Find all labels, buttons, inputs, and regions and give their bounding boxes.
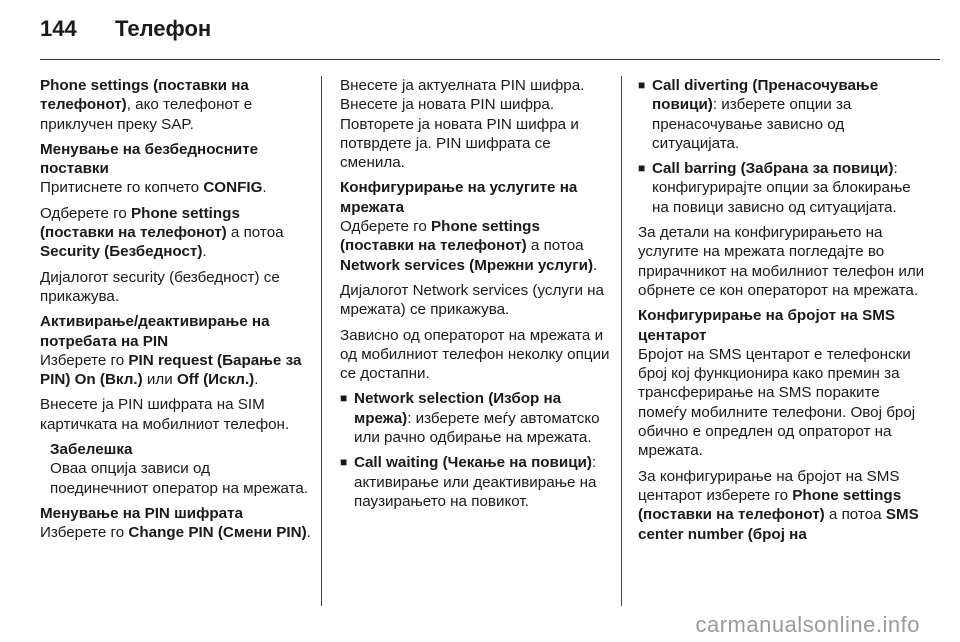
- details-para: За детали на конфигурирањето на услугите на мрежата погледајте во прирачникот на мобилниот телефон или обрнете се кон операторот на мрежата.: [638, 224, 925, 299]
- bullet-icon: ■: [638, 78, 646, 92]
- security-dialog-para: Дијалогот security (безбедност) се прикажува.: [40, 268, 280, 305]
- network-dialog-para: Дијалогот Network services (услуги на мрежата) се прикажува.: [340, 281, 605, 319]
- sms-center-para: Бројот на SMS центарот е телефонски број кој функционира како премин за трансферирање на SMS пораките помеѓу мобилните телефони. Овој број обично е опредлен од опраторот на мрежата.: [638, 345, 916, 460]
- pin-request-para: Изберете го PIN request (Барање за PIN) On (Вкл.) или Off (Искл.).: [40, 351, 302, 389]
- bullet-icon: ■: [340, 391, 348, 406]
- sms-config-para: За конфигурирање на бројот на SMS центарот изберете го Phone settings (поставки на телефонот) а потоа SMS center number (број на: [638, 467, 919, 543]
- bullet-icon: ■: [638, 161, 646, 176]
- note-title: Забелешка: [50, 441, 133, 459]
- bullet-icon: ■: [340, 455, 348, 470]
- column-2: [340, 76, 615, 517]
- list-item: ■ Call barring (Забрана за повици): конфигурирајте опции за блокирање на повици зависно од ситуацијата.: [638, 160, 911, 216]
- watermark: carmanualsonline.info: [695, 612, 920, 637]
- change-pin-heading: Менување на PIN шифрата: [40, 504, 243, 522]
- page-number: 144: [40, 16, 77, 41]
- network-select-para: Одберете го Phone settings (поставки на телефонот) а потоа Network services (Мрежни услуги).: [340, 218, 598, 274]
- change-pin-para: Изберете го Change PIN (Смени PIN).: [40, 524, 311, 542]
- column-divider-1: [321, 76, 322, 606]
- security-heading: Менување на безбедносните поставки: [40, 140, 259, 178]
- column-divider-2: [621, 76, 622, 606]
- press-config-para: Притиснете го копчето CONFIG.: [40, 179, 267, 197]
- column-1: [40, 76, 312, 549]
- list-item: ■ Network selection (Избор на мрежа): изберете меѓу автоматско или рачно одбирање на мрежата.: [340, 390, 600, 447]
- phone-settings-para: Phone settings (поставки на телефонот), ако телефонот е приклучен преку SAP.: [40, 77, 253, 133]
- select-security-para: Одберете го Phone settings (поставки на телефонот) а потоа Security (Безбедност).: [40, 204, 284, 261]
- header-rule: [40, 59, 940, 60]
- list-item: ■ Call waiting (Чекање на повици): активирање или деактивирање на паузирањето на повикот.: [340, 454, 597, 510]
- network-services-heading: Конфигурирање на услугите на мрежата: [340, 179, 578, 216]
- note-box: [40, 440, 312, 498]
- pin-enter-para: Внесете ја PIN шифрата на SIM картичката на мобилниот телефон.: [40, 396, 290, 433]
- note-text: Оваа опција зависи од поединечниот оператор на мрежата.: [50, 460, 309, 497]
- sms-center-heading: Конфигурирање на бројот на SMS центарот: [638, 307, 895, 344]
- page-title: Телефон: [115, 16, 212, 41]
- network-depends-para: Зависно од операторот на мрежата и од мобилниот телефон неколку опции се достапни.: [340, 326, 610, 383]
- list-item: ■ Call diverting (Пренасочување повици): изберете опции за пренасочување зависно од ситуацијата.: [638, 77, 879, 152]
- pin-heading: Активирање/деактивирање на потребата на PIN: [40, 313, 270, 350]
- pin-steps-para: Внесете ја актуелната PIN шифра. Внесете ја новата PIN шифра. Повторете ја новата PIN шифра и потврдете ја. PIN шифрата се сменила.: [340, 77, 585, 172]
- column-3: [638, 76, 928, 550]
